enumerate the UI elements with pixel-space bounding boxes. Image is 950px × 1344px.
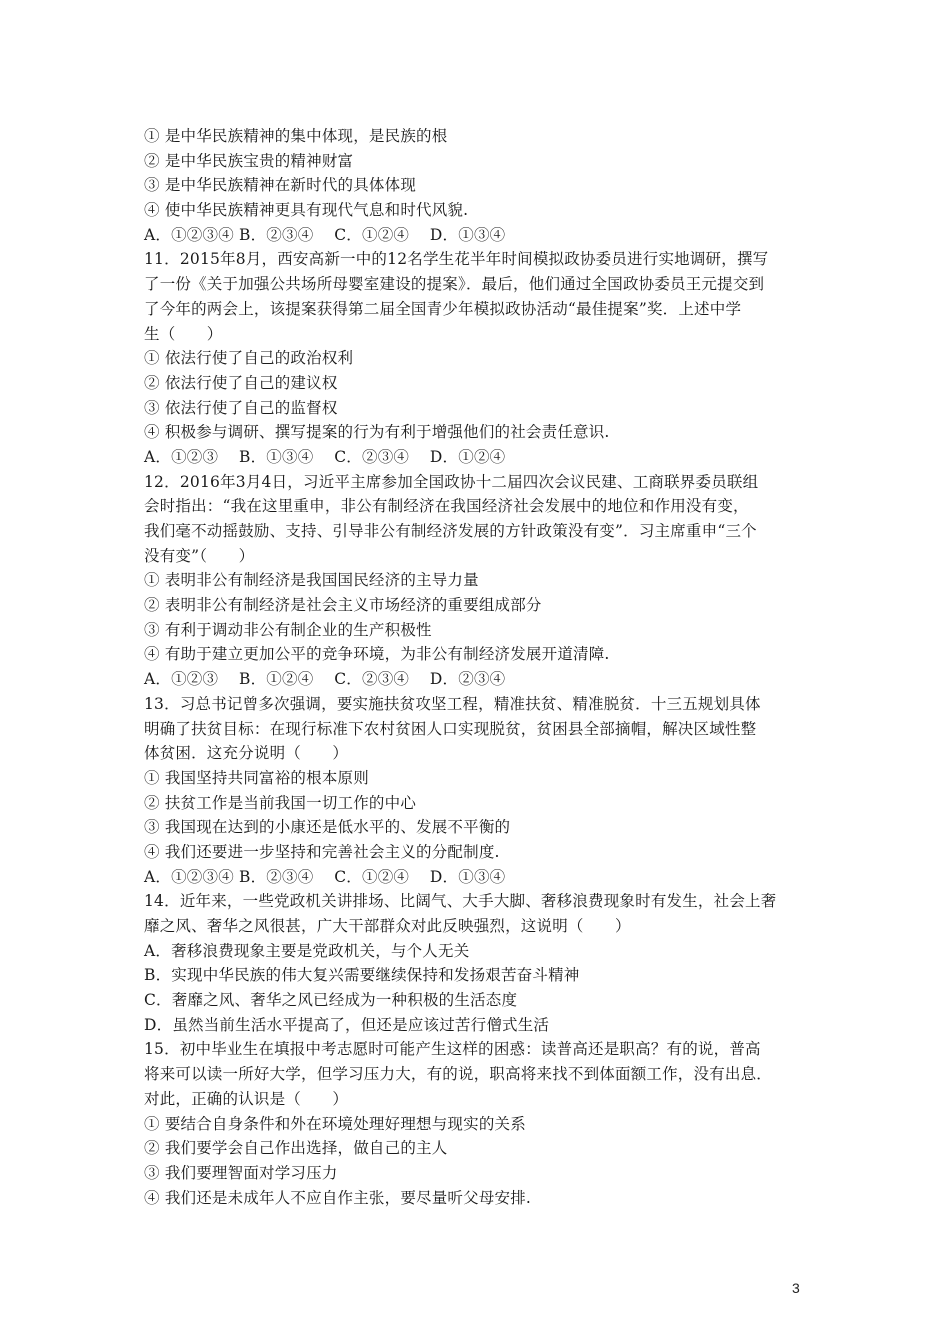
text-line: ④ 我们还要进一步坚持和完善社会主义的分配制度. xyxy=(144,842,500,861)
text-line: ④ 有助于建立更加公平的竞争环境，为非公有制经济发展开道清障. xyxy=(144,645,610,664)
text-line: 生（ ） xyxy=(144,324,223,343)
text-line: ② 扶贫工作是当前我国一切工作的中心 xyxy=(144,793,417,812)
text-line: A．①②③ B．①③④ C．②③④ D．①②④ xyxy=(144,447,506,466)
text-line: ② 是中华民族宝贵的精神财富 xyxy=(144,151,354,170)
text-line: 没有变”（ ） xyxy=(144,546,255,565)
text-line: 体贫困．这充分说明（ ） xyxy=(144,744,349,763)
text-line: 12．2016年3月4日，习近平主席参加全国政协十二届四次会议民建、工商联界委员联组 xyxy=(144,472,759,491)
text-line: ① 是中华民族精神的集中体现，是民族的根 xyxy=(144,127,448,145)
document-body xyxy=(144,124,816,1210)
text-line: 靡之风、奢华之风很甚，广大干部群众对此反映强烈，这说明（ ） xyxy=(144,917,631,935)
text-line: ① 要结合自身条件和外在环境处理好理想与现实的关系 xyxy=(144,1114,526,1133)
text-line: ④ 积极参与调研、撰写提案的行为有利于增强他们的社会责任意识. xyxy=(144,423,610,442)
text-line: ① 我国坚持共同富裕的根本原则 xyxy=(144,768,369,787)
text-line: 了今年的两会上，该提案获得第二届全国青少年模拟政协活动“最佳提案”奖．上述中学 xyxy=(144,299,742,318)
text-line: A．①②③④ B．②③④ C．①②④ D．①③④ xyxy=(144,225,506,244)
text-line: 了一份《关于加强公共场所母婴室建设的提案》．最后，他们通过全国政协委员王元提交到 xyxy=(144,275,765,294)
text-line: 会时指出：“我在这里重申，非公有制经济在我国经济社会发展中的地位和作用没有变， xyxy=(144,497,749,516)
text-line: ① 依法行使了自己的政治权利 xyxy=(144,349,354,368)
text-line: ③ 依法行使了自己的监督权 xyxy=(144,398,338,417)
text-line: D．虽然当前生活水平提高了，但还是应该过苦行僧式生活 xyxy=(144,1015,550,1034)
text-line: ② 表明非公有制经济是社会主义市场经济的重要组成部分 xyxy=(144,596,542,615)
page-number: 3 xyxy=(792,1280,800,1296)
text-line: A．①②③ B．①②④ C．②③④ D．②③④ xyxy=(144,670,506,689)
text-line: 14．近年来，一些党政机关讲排场、比阔气、大手大脚、奢移浪费现象时有发生，社会上奢 xyxy=(144,892,777,911)
text-line: 13．习总书记曾多次强调，要实施扶贫攻坚工程，精准扶贫、精准脱贫．十三五规划具体 xyxy=(144,694,761,713)
text-line: ② 依法行使了自己的建议权 xyxy=(144,373,338,392)
text-line: 明确了扶贫目标：在现行标准下农村贫困人口实现脱贫，贫困县全部摘帽，解决区域性整 xyxy=(144,719,757,738)
text-line: ③ 我国现在达到的小康还是低水平的、发展不平衡的 xyxy=(144,818,511,837)
text-line: 将来可以读一所好大学，但学习压力大，有的说，职高将来找不到体面额工作，没有出息． xyxy=(144,1065,773,1084)
text-line: ③ 有利于调动非公有制企业的生产积极性 xyxy=(144,620,432,639)
text-line: A．奢移浪费现象主要是党政机关，与个人无关 xyxy=(144,941,470,960)
text-line: 对此，正确的认识是（ ） xyxy=(144,1089,349,1108)
text-line: 我们毫不动摇鼓励、支持、引导非公有制经济发展的方针政策没有变”．习主席重申“三个 xyxy=(144,522,757,540)
text-line: ④ 使中华民族精神更具有现代气息和时代风貌. xyxy=(144,201,469,220)
text-line: ④ 我们还是未成年人不应自作主张，要尽量听父母安排. xyxy=(144,1188,532,1207)
text-line: ③ 我们要理智面对学习压力 xyxy=(144,1163,338,1182)
text-line: ② 我们要学会自己作出选择，做自己的主人 xyxy=(144,1139,448,1158)
text-line: C．奢靡之风、奢华之风已经成为一种积极的生活态度 xyxy=(144,991,518,1010)
text-line: ③ 是中华民族精神在新时代的具体体现 xyxy=(144,176,417,195)
text-line: ① 表明非公有制经济是我国国民经济的主导力量 xyxy=(144,571,479,590)
text-line: 11．2015年8月，西安高新一中的12名学生花半年时间模拟政协委员进行实地调研，撰写 xyxy=(144,250,769,269)
text-line: A．①②③④ B．②③④ C．①②④ D．①③④ xyxy=(144,867,506,886)
text-line: 15．初中毕业生在填报中考志愿时可能产生这样的困惑：读普高还是职高？有的说，普高 xyxy=(144,1040,761,1059)
text-line: B．实现中华民族的伟大复兴需要继续保持和发扬艰苦奋斗精神 xyxy=(144,966,580,985)
